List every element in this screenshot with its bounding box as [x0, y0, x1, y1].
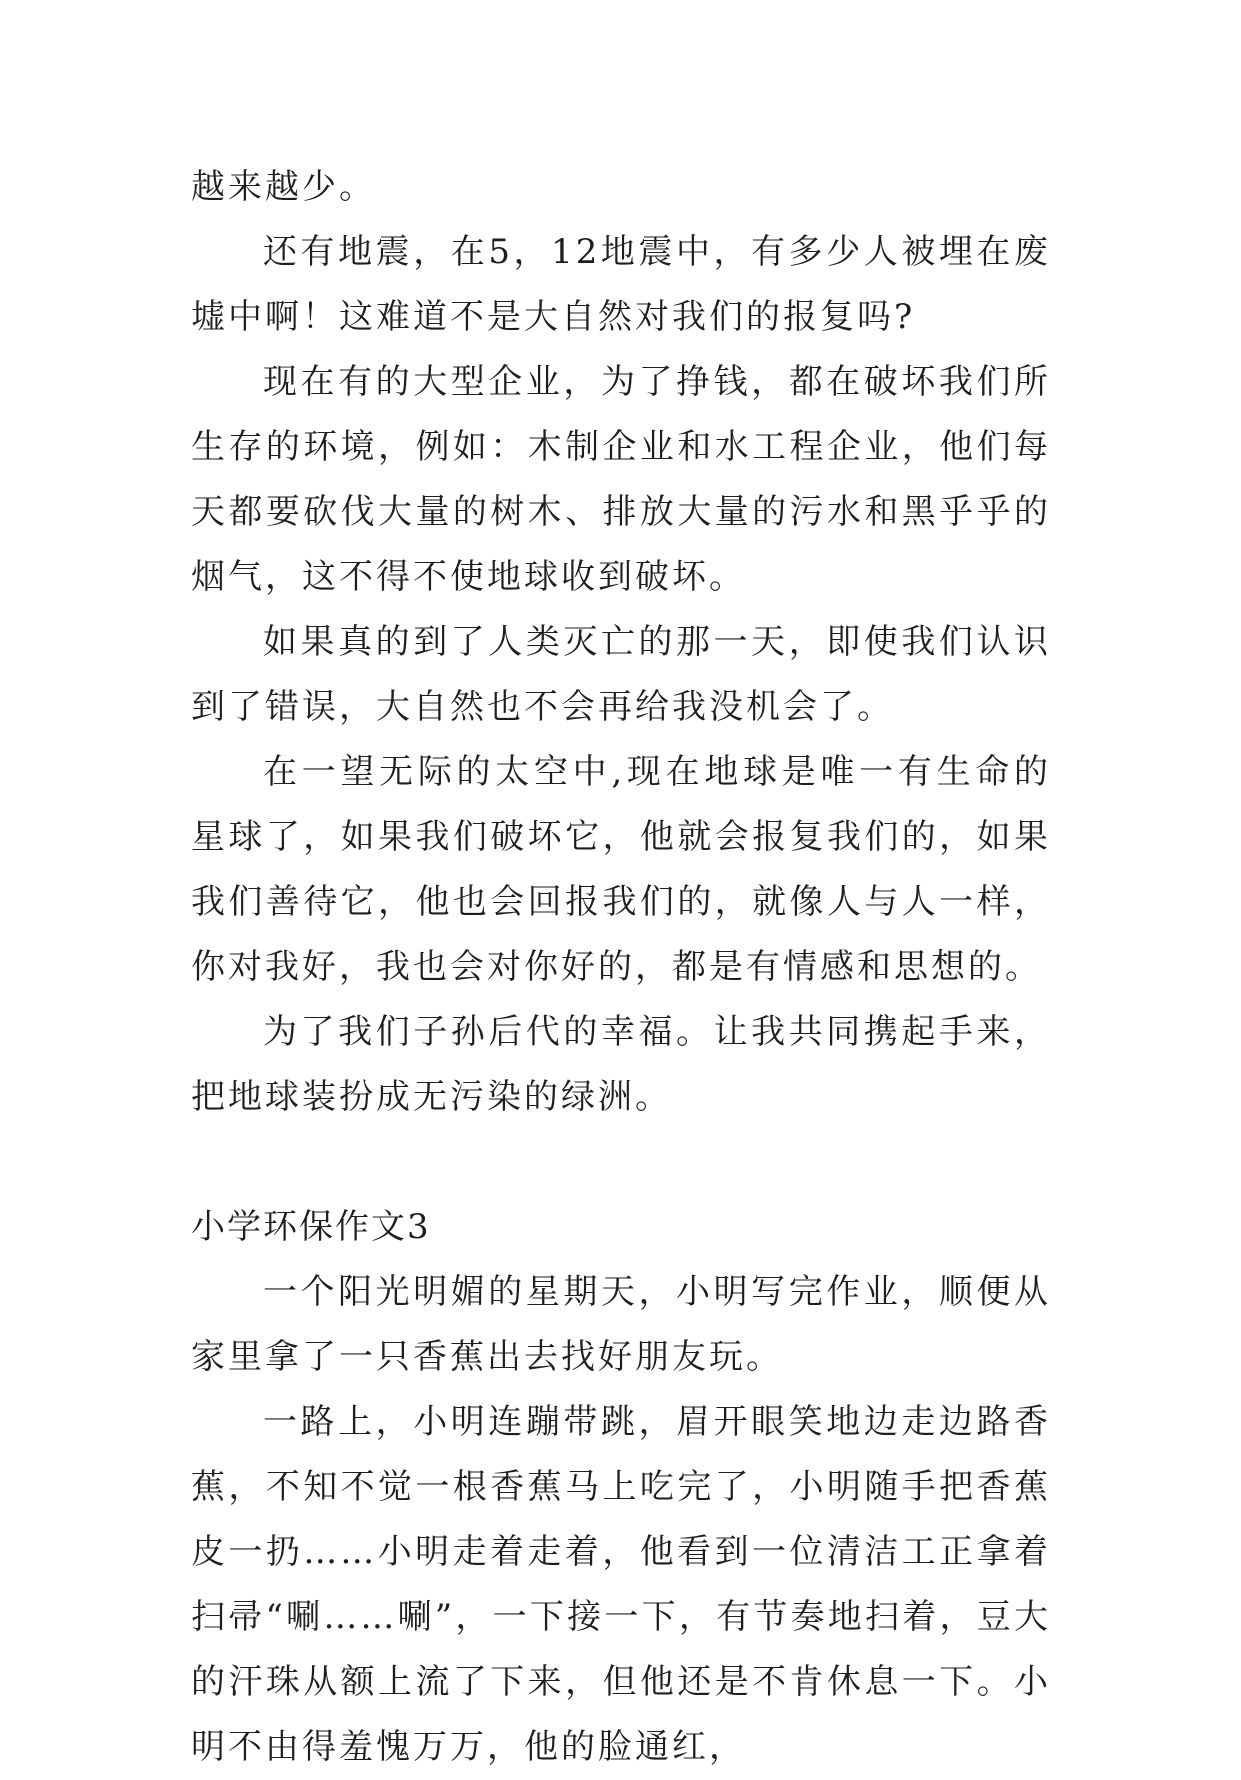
paragraph: 越来越少。 [191, 167, 376, 207]
paragraph: 现在有的大型企业，为了挣钱，都在破坏我们所生存的环境，例如：木制企业和水工程企业，他们每天都要砍伐大量的树木、排放大量的污水和黑乎乎的烟气，这不得不使地球收到破坏。 [191, 362, 1051, 597]
paragraph: 为了我们子孙后代的幸福。让我共同携起手来，把地球装扮成无污染的绿洲。 [191, 1012, 1051, 1117]
paragraph: 一个阳光明媚的星期天，小明写完作业，顺便从家里拿了一只香蕉出去找好朋友玩。 [191, 1272, 1051, 1377]
paragraph: 如果真的到了人类灭亡的那一天，即使我们认识到了错误，大自然也不会再给我没机会了。 [191, 622, 1051, 727]
paragraph: 还有地震，在5，12地震中，有多少人被埋在废墟中啊！这难道不是大自然对我们的报复吗? [191, 232, 1051, 337]
essay-body [191, 155, 1051, 1780]
section-title: 小学环保作文3 [191, 1207, 431, 1247]
paragraph: 一路上，小明连蹦带跳，眉开眼笑地边走边路香蕉，不知不觉一根香蕉马上吃完了，小明随手把香蕉皮一扔……小明走着走着，他看到一位清洁工正拿着扫帚“唰……唰”，一下接一下，有节奏地扫着，豆大的汗珠从额上流了下来，但他还是不肯休息一下。小明不由得羞愧万万，他的脸通红， [191, 1402, 1051, 1767]
paragraph: 在一望无际的太空中,现在地球是唯一有生命的星球了，如果我们破坏它，他就会报复我们的，如果我们善待它，他也会回报我们的，就像人与人一样，你对我好，我也会对你好的，都是有情感和思想的。 [191, 752, 1051, 987]
